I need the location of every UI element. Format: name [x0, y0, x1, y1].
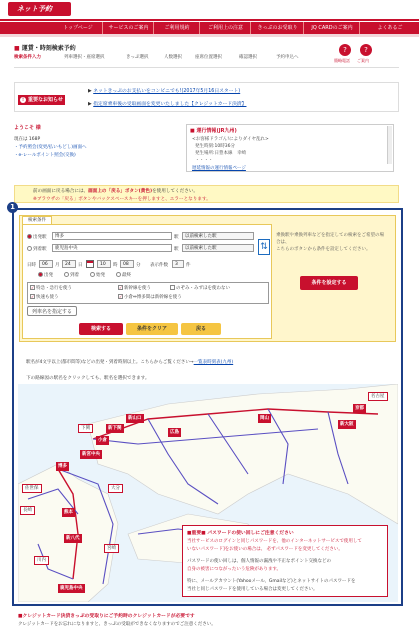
password-line-1: 当社サービスのログインと同じパスワードを、他のインターネットサービスで使用して — [187, 539, 362, 544]
step-indicator — [14, 54, 364, 62]
station-shinyamaguchi[interactable]: 新山口 — [128, 416, 142, 421]
check-express[interactable]: ✓ 特急・急行を使う — [31, 285, 72, 291]
check-kokura-hakata-box: ✓ — [119, 294, 123, 299]
station-kagoshimachuo[interactable]: 鹿児島中央 — [60, 586, 83, 591]
radio-arrival-dot — [64, 272, 69, 277]
callout-number-1: 1 — [7, 202, 18, 213]
guide-label: ご案内 — [357, 58, 369, 63]
nav-item-faq[interactable]: よくあるご — [377, 25, 403, 31]
info-line-4: ・・・・ — [195, 158, 213, 163]
count-label: 表示件数 — [150, 263, 168, 268]
notice-line-1: ▶ ネットきっぷのお支払いをコンビニでも!(2017年5月16日スタート) — [88, 89, 241, 94]
to-station-suffix: 駅 — [174, 247, 179, 252]
station-sendai[interactable]: 川内 — [34, 556, 49, 565]
step-1: 検索条件入力 — [14, 55, 41, 60]
station-hiroshima[interactable]: 広島 — [170, 430, 179, 435]
password-warning-box — [182, 525, 388, 597]
month-select[interactable]: 06 — [39, 260, 53, 268]
credit-card-notice — [14, 610, 399, 630]
notice-link-2[interactable]: 指定席乗車後の受取画面を変更いたしました【クレジットカード決済】 — [93, 102, 247, 107]
swap-stations-button[interactable] — [258, 239, 270, 255]
radio-first-dot — [90, 272, 95, 277]
info-line-3: 発生場所:日豊本線 幸崎 — [195, 151, 247, 156]
info-scrollbar[interactable] — [387, 126, 392, 164]
from-radio-dot — [27, 234, 32, 239]
info-line-1: <お客様ドラゴん!によりダイヤ乱れ> — [192, 137, 269, 142]
station-hakata[interactable]: 博多 — [58, 464, 67, 469]
station-kumamoto[interactable]: 熊本 — [64, 510, 73, 515]
check-no-nozomi-box — [170, 285, 175, 290]
notice-link-1[interactable]: ネットきっぷのお支払いをコンビニでも!(2017年5月16日スタート) — [93, 89, 241, 94]
station-oita[interactable]: 大分 — [108, 484, 123, 493]
welcome-title: ようこそ 様 — [14, 125, 41, 131]
search-button[interactable]: 検索する — [79, 323, 123, 335]
from-station-input[interactable]: 博多 — [52, 232, 172, 240]
points-link[interactable]: ・e-レールポイント照会(交換) — [14, 153, 76, 158]
radio-last[interactable]: 最終 — [116, 272, 131, 278]
check-no-nozomi[interactable]: のぞみ・みずほを使わない — [170, 285, 230, 291]
to-radio[interactable]: 到着駅 — [27, 246, 47, 252]
from-history-select[interactable]: 以前検索した駅 — [182, 232, 254, 240]
radio-last-dot — [116, 272, 121, 277]
step-4: 人数選択 — [164, 55, 182, 60]
side-help-line-1: 乗換駅や乗換列車などを指定しての検索をご希望の場合は、 — [276, 233, 384, 245]
credit-card-notice-title: ■クレジットカード決済きっぷの受取りにご予約時のクレジットカードが必要です — [18, 614, 195, 619]
swap-arrows-icon: ⇅ — [260, 242, 268, 252]
password-line-2: いないパスワード]をお使いの場合は、 必ずパスワードを変更してください。 — [187, 547, 343, 552]
nav-item-jqcard[interactable]: JQ CARDのご案内 — [305, 22, 360, 34]
check-shinkansen-box: ✓ — [119, 285, 123, 290]
station-sasebo[interactable]: 佐世保 — [22, 484, 42, 493]
station-shinosaka[interactable]: 新大阪 — [340, 422, 354, 427]
help-phone-icon[interactable]: ? — [339, 44, 351, 56]
notice-label: ! 重要なお知らせ — [18, 95, 65, 105]
check-shinkansen[interactable]: ✓ 新幹線を使う — [119, 285, 151, 291]
map-instruction: 下の路線図の駅名をクリックしても、駅名を選択できます。 — [26, 376, 150, 381]
step-6: 確認選択 — [239, 55, 257, 60]
station-nagoya[interactable]: 名古屋 — [368, 392, 388, 401]
password-line-6: 当社と同じパスワードを使用している場合は変更してください。 — [187, 587, 318, 592]
password-line-4: 自身の被害につながったいう危険があります。 — [187, 567, 282, 572]
minute-unit: 分 — [136, 263, 141, 268]
operation-info-panel — [186, 124, 394, 172]
count-unit: 件 — [186, 263, 191, 268]
radio-arrival[interactable]: 到着 — [64, 272, 79, 278]
info-more-link[interactable]: 遅延情報の運行情報ページ — [192, 166, 246, 171]
reservation-link[interactable]: ・予約照会(変更/払いもどし)画面へ — [14, 145, 87, 150]
check-express-box: ✓ — [31, 285, 35, 290]
from-station-suffix: 駅 — [174, 235, 179, 240]
info-line-2: 発生時刻:10時36分 — [195, 144, 235, 149]
day-select[interactable]: 24 — [62, 260, 76, 268]
date-label: 日時 — [27, 263, 36, 268]
steps-divider — [14, 67, 399, 68]
page-title: ■ 運賃・時刻検索予約 — [14, 45, 76, 52]
main-nav — [0, 22, 419, 34]
credit-card-notice-text: クレジットカードをお忘れになりますと、きっぷの受取ができなくなりますのでご注意ください。 — [18, 622, 216, 627]
station-kokura[interactable]: 小倉 — [98, 438, 107, 443]
from-radio[interactable]: 出発駅 — [27, 234, 47, 240]
station-okayama[interactable]: 岡山 — [260, 416, 269, 421]
nav-item-receive[interactable]: きっぷのお受取り — [252, 22, 304, 34]
station-shimonoseki[interactable]: 下関 — [78, 424, 93, 433]
check-rapid[interactable]: ✓ 快速も使う — [31, 294, 59, 300]
specify-train-button[interactable]: 列車名を指定する — [27, 306, 77, 316]
points-balance: 現在は 168P — [14, 137, 41, 142]
station-miyazaki[interactable]: 宮崎 — [104, 544, 119, 553]
radio-departure-dot — [38, 272, 43, 277]
warning-line-1: 前の画面に戻る場合には、画面上の「戻る」ボタン(黄色)を使用してください。 — [33, 189, 199, 194]
notice-line-2: ▶ 指定席乗車後の受取画面を変更いたしました【クレジットカード決済】 — [88, 102, 247, 107]
search-conditions-tab: 検索条件 — [22, 216, 52, 224]
step-3: きっぷ選択 — [126, 55, 149, 60]
check-kokura-hakata[interactable]: ✓ 小倉⇔博多間は新幹線を使う — [119, 294, 182, 300]
station-shinyatsushiro[interactable]: 新八代 — [66, 536, 80, 541]
radio-departure[interactable]: 出発 — [38, 272, 53, 278]
timetable-note: 駅名が4文字以上(都市間等)などの出発・到着時刻以上。こちらからご覧ください→一覧表時刻表(九州) — [26, 360, 234, 365]
operation-info-title: ■ 運行情報(JR九州) — [190, 128, 237, 134]
count-select[interactable]: 3 — [172, 260, 184, 268]
warning-line-2: ※ブラウザの「戻る」ボタンやバックスペースキーを押しますと、エラーとなります。 — [33, 197, 211, 202]
help-phone-label: 簡略電話 — [334, 58, 350, 63]
to-station-input[interactable]: 鹿児島中央 — [52, 244, 172, 252]
hour-select[interactable]: 10 — [97, 260, 111, 268]
station-kyoto[interactable]: 京都 — [355, 406, 364, 411]
step-2: 列車選択・座席選択 — [64, 55, 105, 60]
timetable-link[interactable]: 一覧表時刻表(九州) — [193, 360, 234, 365]
password-line-5: 特に、メールアカウント(Yahooメール、Gmailなど)とネットサイトのパスワードを — [187, 579, 356, 584]
to-radio-dot — [27, 246, 32, 251]
back-button[interactable]: 戻る — [181, 323, 221, 335]
month-unit: 月 — [55, 263, 60, 268]
check-rapid-box: ✓ — [31, 294, 35, 299]
to-history-select[interactable]: 以前検索した駅 — [182, 244, 254, 252]
password-line-3: パスワードの使い回しは、個人情報の漏洩や不正なポイント交換などの — [187, 559, 331, 564]
side-help-line-2: こちらのボタンから条件を設定してください。 — [276, 247, 371, 252]
alert-icon: ! — [20, 97, 26, 103]
station-nagasaki[interactable]: 長崎 — [20, 506, 35, 515]
nav-item-terms[interactable]: ご利用規約 — [155, 22, 200, 34]
site-logo[interactable]: ネット予約 — [8, 2, 71, 16]
password-warning-title: ■重要■ パスワードの使い回しにご注意ください — [187, 531, 294, 536]
hour-unit: 時 — [113, 263, 118, 268]
minute-select[interactable]: 08 — [120, 260, 134, 268]
calendar-icon[interactable] — [86, 260, 94, 268]
nav-item-service[interactable]: サービスのご案内 — [104, 22, 154, 34]
side-help-text — [276, 232, 386, 253]
guide-icon[interactable]: ? — [360, 44, 372, 56]
radio-first[interactable]: 始発 — [90, 272, 105, 278]
clear-button[interactable]: 条件をクリア — [126, 323, 178, 335]
station-shingu[interactable]: 新宮中央 — [82, 452, 100, 457]
nav-item-top[interactable]: トップページ — [54, 22, 103, 34]
nav-underline — [0, 34, 419, 37]
step-7: 予約申込へ — [276, 55, 299, 60]
nav-item-notes[interactable]: ご利用上の注意 — [201, 22, 251, 34]
station-shinshimonoseki[interactable]: 新下関 — [108, 426, 122, 431]
welcome-panel — [14, 124, 184, 172]
top-divider — [0, 19, 419, 21]
back-button-warning — [14, 185, 399, 203]
set-conditions-button[interactable]: 条件を設定する — [300, 276, 358, 290]
day-unit: 日 — [78, 263, 83, 268]
step-5: 座席位置選択 — [195, 55, 222, 60]
